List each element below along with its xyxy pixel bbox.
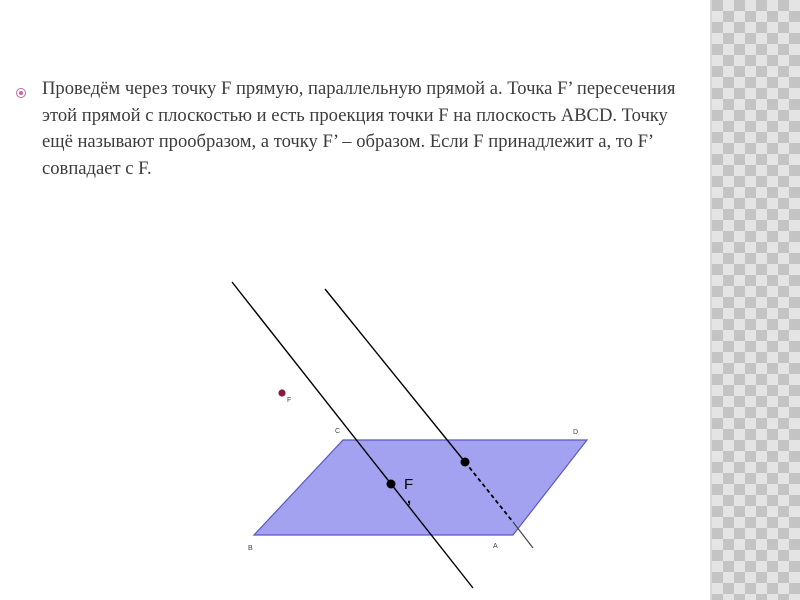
label-d: D <box>573 429 579 436</box>
point-f-prime <box>461 458 470 467</box>
parallel-line-lower <box>513 522 533 548</box>
label-a: A <box>493 543 498 550</box>
label-f: F <box>287 397 292 404</box>
line-a <box>232 282 473 588</box>
label-f-prime-mark: , <box>407 490 412 507</box>
point-line-a-on-plane <box>387 480 396 489</box>
bullet-paragraph: Проведём через точку F прямую, параллельную прямой а. Точка F’ пересечения этой прямой с плоскостью и есть проекция точки F на плоскость ABCD. Точку ещё называют прообразом, а точку F’ – образом. Если F принадлежит а, то F’ совпадает с F. <box>42 78 676 179</box>
label-c: C <box>335 428 341 435</box>
parallel-line-upper <box>325 289 465 462</box>
label-f-prime-letter: F <box>404 476 414 493</box>
point-f <box>278 389 285 396</box>
label-b: B <box>248 545 253 552</box>
